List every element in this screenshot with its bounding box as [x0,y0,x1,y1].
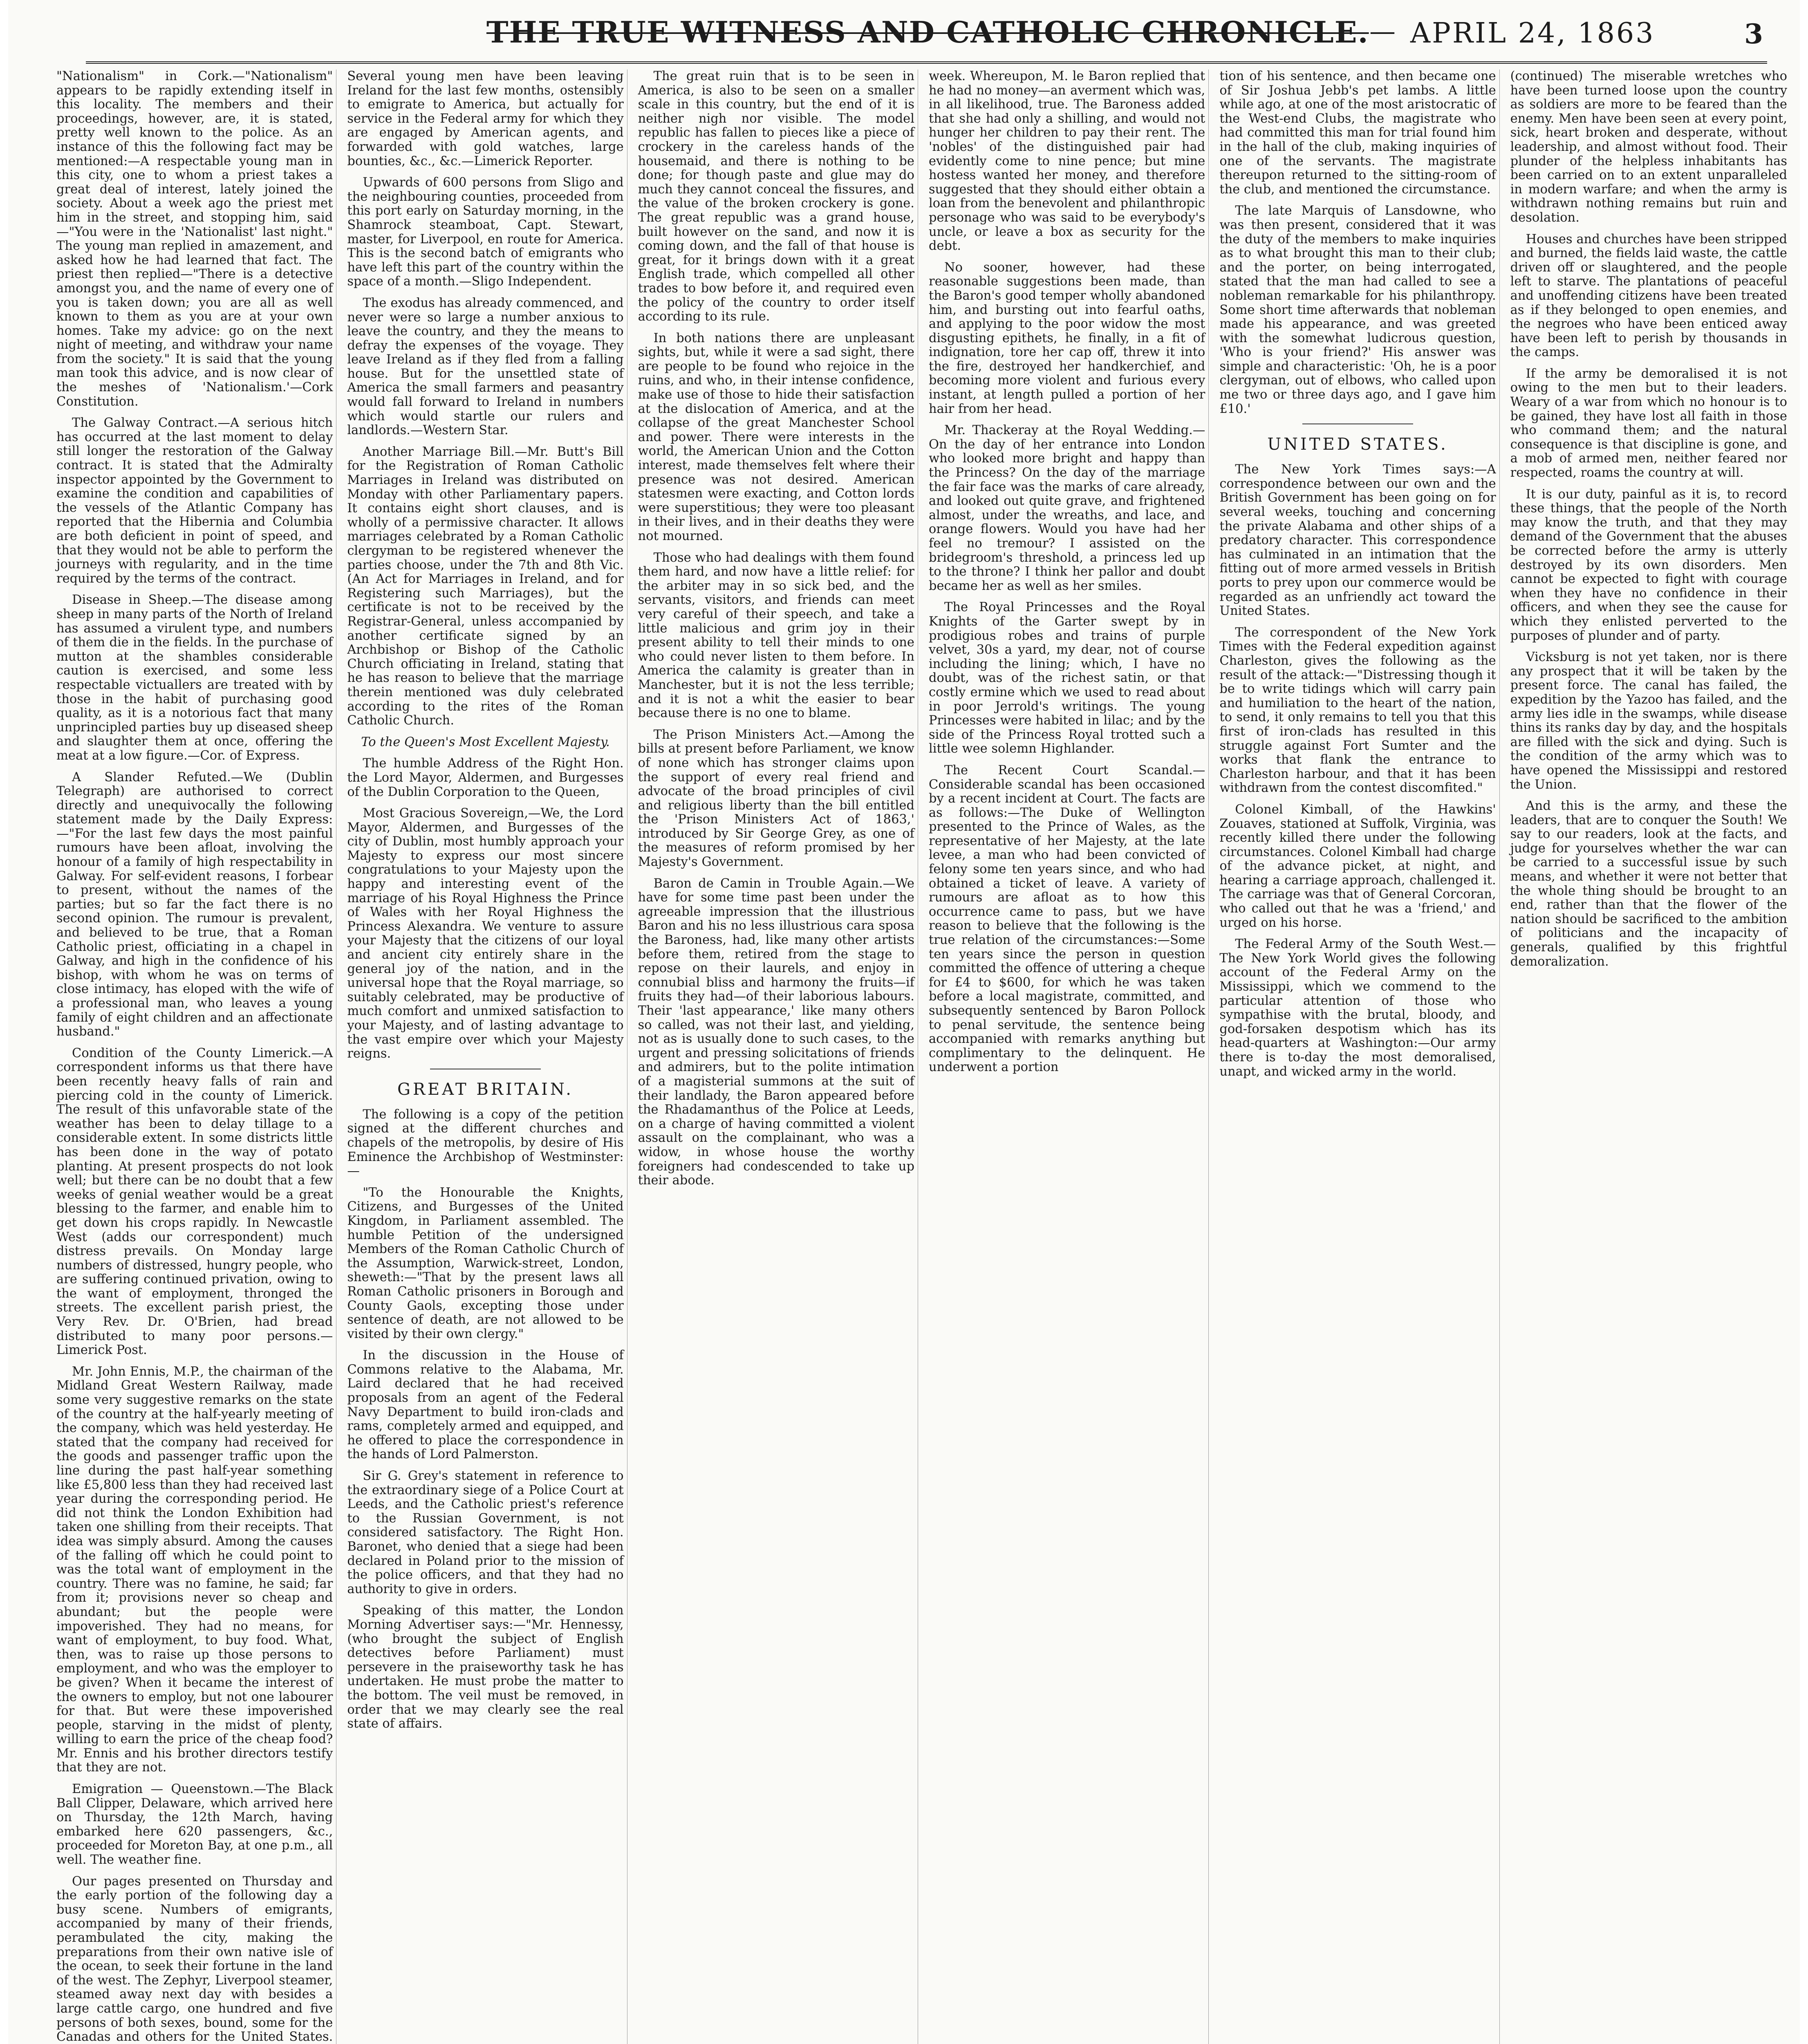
article-paragraph: The late Marquis of Lansdowne, who was then present, considered that it was the duty of the members to make inquiries as to what brought this man to their club; and the porter, on being interrogated, stated that the man had called to see a nobleman remarkable for his philanthropy. Some short time afterwards that nobleman made his appearance, and was greeted with the somewhat ludicrous question, 'Who is your friend?' His answer was simple and characteristic: 'Oh, he is a poor clergyman, out of elbows, who called upon me two or three days ago, and I gave him £10.' [1219,204,1496,416]
article-paragraph: (continued) The miserable wretches who have been turned loose upon the country as soldiers are more to be feared than the enemy. Men have been seen at every point, sick, heart broken and desperate, without leadership, and almost without food. Their plunder of the helpless inhabitants has been carried on to an extent unparalleled in modern warfare; and when the army is withdrawn nothing remains but ruin and desolation. [1510,69,1787,225]
article-paragraph: A Slander Refuted.—We (Dublin Telegraph) are authorised to correct directly and unequivocally the following statement made by the Daily Express:—"For the last few days the most painful rumours have been afloat, involving the honour of a family of high respectability in Galway. For self-evident reasons, I forbear to present, without the names of the parties; but so far the fact there is no second opinion. The rumour is prevalent, and believed to be true, that a Roman Catholic priest, officiating in a chapel in Galway, and high in the confidence of his bishop, with whom he was on terms of close intimacy, has eloped with the wife of a professional man, who leaves a young family of eight children and an affectionate husband." [56,770,333,1039]
article-paragraph: Condition of the County Limerick.—A correspondent informs us that there have been recently heavy falls of rain and piercing cold in the county of Limerick. The result of this unfavorable state of the weather has been to delay tillage to a considerable extent. In some districts little has been done in the way of potato planting. At present prospects do not look well; but there can be no doubt that a few weeks of genial weather would be a great blessing to the farmer, and enable him to get down his crops rapidly. In Newcastle West (adds our correspondent) much distress prevails. On Monday large numbers of distressed, hungry people, who are suffering continued privation, owing to the want of employment, thronged the streets. The excellent parish priest, the Very Rev. Dr. O'Brien, had bread distributed to many poor persons.—Limerick Post. [56,1046,333,1358]
page-number: 3 [1744,18,1763,50]
article-paragraph: Emigration — Queenstown.—The Black Ball Clipper, Delaware, which arrived here on Thursday, the 12th March, having embarked here 620 passengers, &c., proceeded for Moreton Bay, at one p.m., all well. The weather fine. [56,1782,333,1867]
article-columns [53,69,1790,2044]
section-heading-great-britain: GREAT BRITAIN. [397,1080,574,1099]
article-paragraph: week. Whereupon, M. le Baron replied that he had no money—an averment which was, in all likelihood, true. The Baroness added that she had only a shilling, and would not hunger her children to pay their rent. The 'nobles' of the distinguished pair had evidently come to nine pence; but mine hostess wanted her money, and therefore suggested that they should either obtain a loan from the benevolent and philanthropic personage who was said to be everybody's uncle, or leave a box as security for the debt. [928,69,1205,253]
article-paragraph: The following is a copy of the petition signed at the different churches and chapels of the metropolis, by desire of His Eminence the Archbishop of Westminster:— [347,1107,624,1179]
article-paragraph: The humble Address of the Right Hon. the Lord Mayor, Aldermen, and Burgesses of the Dublin Corporation to the Queen, [347,756,624,799]
issue-date: APRIL 24, 1863 [1410,17,1655,49]
article-paragraph: Houses and churches have been stripped and burned, the fields laid waste, the cattle driven off or slaughtered, and the people left to starve. The plantations of peaceful and unoffending citizens have been treated as if they belonged to open enemies, and the negroes who have been enticed away have been left to perish by thousands in the camps. [1510,232,1787,360]
article-paragraph: "To the Honourable the Knights, Citizens, and Burgesses of the United Kingdom, in Parliament assembled. The humble Petition of the undersigned Members of the Roman Catholic Church of the Assumption, Warwick-street, London, sheweth:—"That by the present laws all Roman Catholic prisoners in Borough and County Gaols, excepting those under sentence of death, are not allowed to be visited by their own clergy." [347,1185,624,1341]
article-paragraph: Several young men have been leaving Ireland for the last few months, ostensibly to emigrate to America, but actually for service in the Federal army for which they are engaged by American agents, and forwarded with gold watches, large bounties, &c., &c.—Limerick Reporter. [347,69,624,168]
address-heading: To the Queen's Most Excellent Majesty. [361,735,610,749]
article-paragraph: The Federal Army of the South West.—The New York World gives the following account of the Federal Army on the Mississippi, which we commend to the particular attention of those who sympathise with the brutal, bloody, and god-forsaken despotism which has its head-quarters at Washington:—Our army there is to-day the most demoralised, unapt, and wicked army in the world. [1219,937,1496,1079]
article-paragraph: Another Marriage Bill.—Mr. Butt's Bill for the Registration of Roman Catholic Marriages in Ireland was distributed on Monday with other Parliamentary papers. It contains eight short clauses, and is wholly of a permissive character. It allows marriages celebrated by a Roman Catholic clergyman to be registered whenever the parties choose, under the 7th and 8th Vic. (An Act for Marriages in Ireland, and for Registering such Marriages), but the certificate is not to be received by the Registrar-General, unless accompanied by another certificate signed by an Archbishop or Bishop of the Catholic Church officiating in Ireland, stating that he has reason to believe that the marriage therein mentioned was duly celebrated according to the rites of the Roman Catholic Church. [347,444,624,728]
article-paragraph: The Recent Court Scandal.—Considerable scandal has been occasioned by a recent incident at Court. The facts are as follows:—The Duke of Wellington presented to the Prince of Wales, as the representative of her Majesty, at the late levee, a man who had been convicted of felony some ten years since, and who had obtained a ticket of leave. A variety of rumours are afloat as to how this occurrence came to pass, but we have reason to believe that the following is the true relation of the circumstances:—Some ten years since the person in question committed the offence of uttering a cheque for £4 to $600, for which he was taken before a local magistrate, committed, and subsequently sentenced by Baron Pollock to penal servitude, the sentence being accompanied with remarks anything but complimentary to the delinquent. He underwent a portion [928,763,1205,1075]
column-3 [635,69,918,2044]
article-paragraph: The correspondent of the New York Times with the Federal expedition against Charleston, gives the following as the result of the attack:—"Distressing though it be to write tidings which will carry pain and humiliation to the heart of the nation, to send, it only remains to tell you that this first of iron-clads has resulted in this struggle against Fort Sumter and the works that flank the entrance to Charleston harbour, and that it has been withdrawn from the contest discomfited." [1219,625,1496,796]
article-paragraph: The exodus has already commenced, and never were so large a number anxious to leave the country, and they the means to defray the expenses of the voyage. They leave Ireland as if they fled from a falling house. But for the unsettled state of America the small farmers and peasantry would fall forward to Ireland in numbers which would startle our rulers and landlords.—Western Star. [347,296,624,438]
article-paragraph: The Galway Contract.—A serious hitch has occurred at the last moment to delay still longer the restoration of the Galway contract. It is stated that the Admiralty inspector appointed by the Government to examine the condition and capabilities of the vessels of the Atlantic Company has reported that the Hibernia and Columbia are both deficient in point of speed, and that they would not be able to perform the journeys with regularity, and in the time required by the terms of the contract. [56,416,333,586]
section-heading-united-states: UNITED STATES. [1267,435,1448,454]
article-paragraph: Colonel Kimball, of the Hawkins' Zouaves, stationed at Suffolk, Virginia, was recently killed there under the following circumstances. Colonel Kimball had charge of the advance picket, at night, and hearing a carriage approach, challenged it. The carriage was that of General Corcoran, who called out that he was a 'friend,' and urged on his horse. [1219,802,1496,930]
column-4 [925,69,1209,2044]
column-6 [1507,69,1790,2044]
article-paragraph: Speaking of this matter, the London Morning Advertiser says:—"Mr. Hennessy, (who brought the subject of English detectives before Parliament) must persevere in the praiseworthy task he has undertaken. He must probe the matter to the bottom. The veil must be removed, in order that we may clearly see the real state of affairs. [347,1603,624,1731]
article-paragraph: Disease in Sheep.—The disease among sheep in many parts of the North of Ireland has assumed a virulent type, and numbers of them die in the fields. In the purchase of mutton at the shambles considerable caution is exercised, and some less respectable victuallers are treated with by those in the habit of purchasing good quality, as it is a notorious fact that many unprincipled parties buy up diseased sheep and slaughter them at once, offering the meat at a low figure.—Cor. of Express. [56,593,333,763]
newspaper-title: THE TRUE WITNESS AND CATHOLIC CHRONICLE. [486,15,1369,49]
article-paragraph: Baron de Camin in Trouble Again.—We have for some time past been under the agreeable impression that the illustrious Baron and his no less illustrious cara sposa the Baroness, had, like many other artists before them, retired from the stage to repose on their laurels, and enjoy in connubial bliss and harmony the fruits—if fruits they had—of their laborious labours. Their 'last appearance,' like many others so called, was not their last, and yielding, not as is usually done to such cases, to the urgent and pressing solicitations of friends and admirers, but to the polite intimation of a magisterial summons at the suit of their landlady, the Baron appeared before the Rhadamanthus of the Police at Leeds, on a charge of having committed a violent assault on the complainant, who was a widow, in whose house the worthy foreigners had condescended to take up their abode. [638,876,914,1188]
masthead [86,12,1767,64]
column-2 [344,69,627,2044]
article-paragraph: tion of his sentence, and then became one of Sir Joshua Jebb's pet lambs. A little while ago, at one of the most aristocratic of the West-end Clubs, the magistrate who had committed this man for trial found him in the hall of the club, making inquiries of one of the servants. The magistrate thereupon returned to the sitting-room of the club, and mentioned the circumstance. [1219,69,1496,197]
article-paragraph: Our pages presented on Thursday and the early portion of the following day a busy scene. Numbers of emigrants, accompanied by many of their friends, perambulated the city, making the preparations from their own native isle of the ocean, to seek their fortune in the land of the west. The Zephyr, Liverpool steamer, steamed away next day with besides a large cattle cargo, one hundred and five persons of both sexes, bound, some for the Canadas and others for the United States. [56,1874,333,2044]
article-paragraph: The New York Times says:—A correspondence between our own and the British Government has been going on for several weeks, touching and concerning the private Alabama and other ships of a predatory character. This correspondence has culminated in an intimation that the fitting out of more armed vessels in British ports to prey upon our commerce would be regarded as an unfriendly act toward the United States. [1219,462,1496,619]
article-paragraph: Upwards of 600 persons from Sligo and the neighbouring counties, proceeded from this port early on Saturday morning, in the Shamrock steamboat, Capt. Stewart, master, for Liverpool, en route for America. This is the second batch of emigrants who have left this part of the country within the space of a month.—Sligo Independent. [347,175,624,289]
article-paragraph: If the army be demoralised it is not owing to the men but to their leaders. Weary of a war from which no honour is to be gained, they have lost all faith in those who command them; and the natural consequence is that discipline is gone, and a mob of armed men, neither feared nor respected, roams the country at will. [1510,366,1787,480]
article-paragraph: The great ruin that is to be seen in America, is also to be seen on a smaller scale in this country, but the end of it is neither nigh nor visible. The model republic has fallen to pieces like a piece of crockery in the careless hands of the housemaid, and there is nothing to be done; for though paste and glue may do much they cannot conceal the fissures, and the value of the broken crockery is gone. The great republic was a grand house, built however on the sand, and now it is coming down, and the fall of that house is great, for it brings down with it a great English trade, which compelled all other trades to bow before it, and required even the policy of the country to order itself according to its rule. [638,69,914,324]
article-paragraph: Mr. Thackeray at the Royal Wedding.—On the day of her entrance into London who looked more bright and happy than the Princess? On the day of the marriage the fair face was the marks of care already, and looked out quite grave, and frightened almost, under the wreaths, and lace, and orange flowers. Would you have had her feel no tremour? I assisted on the bridegroom's threshold, a princess led up to the throne? I think her pallor and doubt became her as well as her smiles. [928,423,1205,593]
article-paragraph: Vicksburg is not yet taken, nor is there any prospect that it will be taken by the present force. The canal has failed, the expedition by the Yazoo has failed, and the army lies idle in the swamps, while disease thins its ranks day by day, and the hospitals are filled with the sick and dying. Such is the condition of the army which was to have opened the Mississippi and restored the Union. [1510,650,1787,792]
article-paragraph: It is our duty, painful as it is, to record these things, that the people of the North may know the truth, and that they may demand of the Government that the abuses be corrected before the army is utterly destroyed by its own disorders. Men cannot be expected to fight with courage when they have no confidence in their officers, and when they see the cause for which they enlisted perverted to the purposes of plunder and of party. [1510,487,1787,643]
article-paragraph: The Prison Ministers Act.—Among the bills at present before Parliament, we know of none which has stronger claims upon the support of every real friend and advocate of the broad principles of civil and religious liberty than the bill entitled the 'Prison Ministers Act of 1863,' introduced by Sir George Grey, as one of the measures of reform promised by her Majesty's Government. [638,727,914,870]
article-paragraph: Those who had dealings with them found them hard, and now have a little relief: for the arbiter may in so sick bed, and the servants, visitors, and friends can meet very careful of their speech, and take a little malicious and grim joy in their present ability to tell their minds to one who could never listen to them before. In America the calamity is greater than in Manchester, but it is not the less terrible; and it is not a whit the easier to bear because there is no one to blame. [638,550,914,721]
article-paragraph: No sooner, however, had these reasonable suggestions been made, than the Baron's good temper wholly abandoned him, and bursting out into fearful oaths, and applying to the poor widow the most disgusting epithets, he finally, in a fit of indignation, tore her cap off, threw it into the fire, destroyed her handkerchief, and becoming more violent and furious every instant, at length pulled a portion of her hair from her head. [928,260,1205,416]
newspaper-page [8,0,1800,2044]
article-paragraph: In both nations there are unpleasant sights, but, while it were a sad sight, there are people to be found who rejoice in the ruins, and who, in their intense confidence, make use of those to hide their satisfaction at the dislocation of America, and at the collapse of the great Manchester School and power. There were interests in the world, the American Union and the Cotton interest, made themselves felt where their presence was not desired. American statesmen were exacting, and Cotton lords were superstitious; they were too pleasant in their lives, and in their deaths they were not mourned. [638,331,914,543]
article-paragraph: Sir G. Grey's statement in reference to the extraordinary siege of a Police Court at Leeds, and the Catholic priest's reference to the Russian Government, is not considered satisfactory. The Right Hon. Baronet, who denied that a siege had been declared in Poland prior to the mission of the police officers, and that they had no authority to give in orders. [347,1469,624,1596]
article-paragraph: Mr. John Ennis, M.P., the chairman of the Midland Great Western Railway, made some very suggestive remarks on the state of the country at the half-yearly meeting of the company, which was held yesterday. He stated that the company had received for the goods and passenger traffic upon the line during the past half-year something like £5,800 less than they had received last year during the corresponding period. He did not think the London Exhibition had taken one shilling from their receipts. That idea was simply absurd. Among the causes of the falling off which he could point to was the total want of employment in the country. There was no famine, he said; far from it; provisions never so cheap and abundant; but the people were impoverished. They had no means, for want of employment, to buy food. What, then, was to raise up those persons to employment, and who was the employer to be given? When it became the interest of the owners to employ, but not one labourer for that. But were these impoverished people, starving in the midst of plenty, willing to earn the price of the cheap food? Mr. Ennis and his brother directors testify that they are not. [56,1364,333,1775]
article-paragraph: The Royal Princesses and the Royal Knights of the Garter swept by in prodigious robes and trains of purple velvet, 30s a yard, my dear, not of course including the lining; which, I have no doubt, was of the richest satin, or that costly ermine which we used to read about in poor Jerrold's writings. The young Princesses were habited in lilac; and by the side of the Princess Royal trotted such a little wee solemn Highlander. [928,600,1205,756]
column-1 [53,69,336,2044]
article-paragraph: And this is the army, and these the leaders, that are to conquer the South! We say to our readers, look at the facts, and judge for yourselves whether the war can be carried to a successful issue by such means, and whether it were not better that the whole thing should be brought to an end, rather than that the flower of the nation should be sacrificed to the ambition of politicians and the incapacity of generals, qualified by this frightful demoralization. [1510,799,1787,969]
article-paragraph: "Nationalism" in Cork.—"Nationalism" appears to be rapidly extending itself in this locality. The members and their proceedings, however, are, it is stated, pretty well known to the police. As an instance of this the following fact may be mentioned:—A respectable young man in this city, one to whom a priest takes a great deal of interest, lately joined the society. About a week ago the priest met him in the street, and stopping him, said—"You were in the 'Nationalist' last night." The young man replied in amazement, and asked how he had learned that fact. The priest then replied—"There is a detective amongst you, and the name of every one of you is taken down; you are all as well known to them as you are at your own homes. Take my advice: go on the next night of meeting, and withdraw your name from the society." It is said that the young man took this advice, and is now clear of the meshes of 'Nationalism.'—Cork Constitution. [56,69,333,409]
article-paragraph: In the discussion in the House of Commons relative to the Alabama, Mr. Laird declared that he had received proposals from an agent of the Federal Navy Department to build iron-clads and rams, completely armed and equipped, and he offered to place the correspondence in the hands of Lord Palmerston. [347,1348,624,1462]
masthead-separator: — [1369,16,1396,47]
article-paragraph: Most Gracious Sovereign,—We, the Lord Mayor, Aldermen, and Burgesses of the city of Dublin, most humbly approach your Majesty to express our most sincere congratulations to your Majesty upon the happy and interesting event of the marriage of his Royal Highness the Prince of Wales with her Royal Highness the Princess Alexandra. We venture to assure your Majesty that the citizens of our loyal and ancient city entirely share in the general joy of the nation, and in the universal hope that the Royal marriage, so suitably celebrated, may be productive of much comfort and unmixed satisfaction to your Majesty, and of lasting advantage to the vast empire over which your Majesty reigns. [347,806,624,1061]
column-5 [1216,69,1499,2044]
